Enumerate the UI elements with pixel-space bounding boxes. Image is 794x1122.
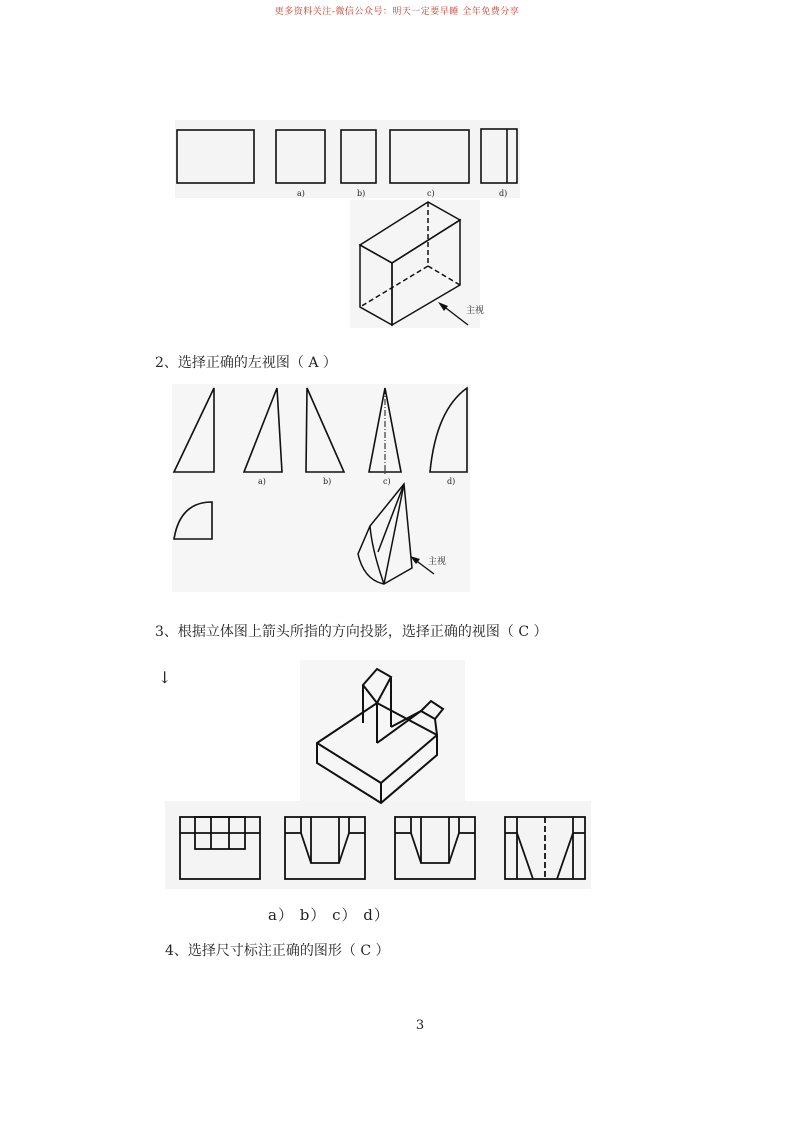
figure-2-drawing [172,384,472,594]
fig1-label-d: d) [499,189,508,198]
fig2-label-b: b) [323,477,332,486]
fig2-label-c: c) [383,477,391,486]
figure-1-drawing [170,120,530,335]
figure-2 [172,384,472,594]
fig2-label-a: a) [258,477,266,486]
question-4: 4、选择尺寸标注正确的图形（ C ） [165,943,390,959]
header-banner: 更多资料关注-微信公众号：明天一定要早睡 全年免费分享 [274,7,520,17]
figure-3 [165,655,595,890]
figure-3-option-labels: a） b） c） d） [268,906,390,924]
question-2: 2、选择正确的左视图（ A ） [155,355,337,371]
fig2-direction-label: 主视 [428,557,447,567]
fig1-label-c: c) [427,189,435,198]
question-3: 3、根据立体图上箭头所指的方向投影，选择正确的视图（ C ） [155,624,548,640]
fig1-direction-label: 主视 [466,306,485,316]
fig1-label-a: a) [297,189,305,198]
figure-3-drawing [165,655,595,890]
fig1-label-b: b) [357,189,366,198]
down-arrow-mark: ↓ [158,668,172,687]
fig2-label-d: d) [447,477,456,486]
page-number: 3 [415,1018,425,1033]
figure-1 [170,120,530,335]
